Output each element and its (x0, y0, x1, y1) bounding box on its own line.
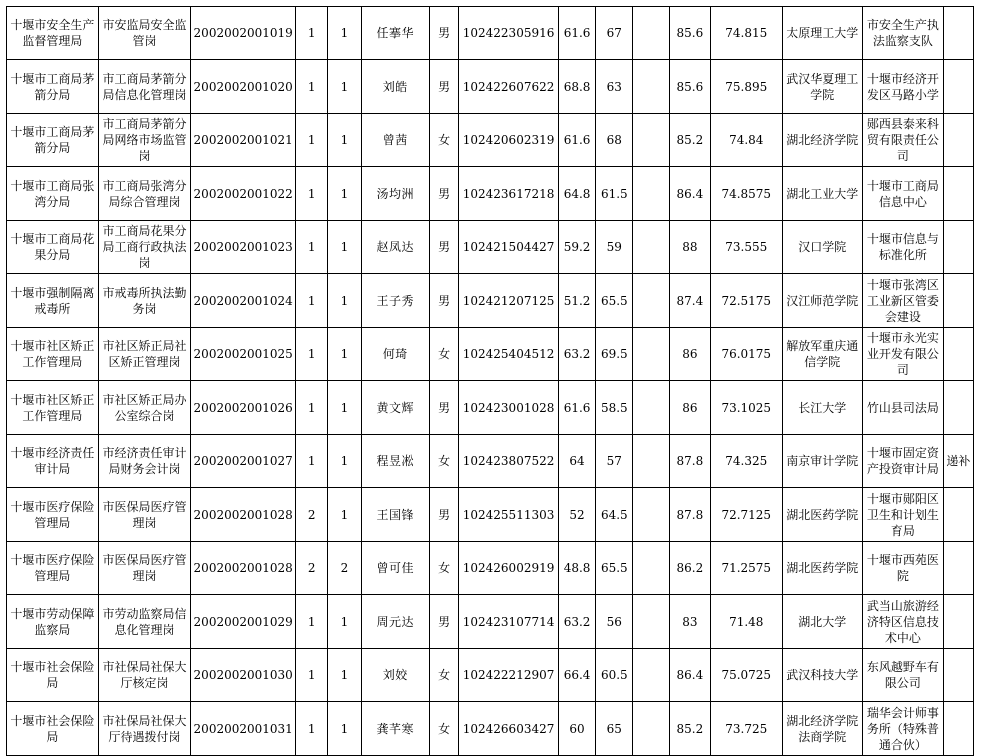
work-unit-text: 十堰市西苑医院 (866, 553, 939, 583)
score-b-cell: 58.5 (596, 381, 633, 435)
table-row (7, 542, 974, 595)
post-cell (98, 488, 191, 542)
gender-cell: 女 (430, 702, 459, 756)
score-a-cell: 59.2 (558, 221, 595, 274)
note-cell (943, 488, 973, 542)
gender-cell: 男 (430, 381, 459, 435)
gender-cell: 男 (430, 221, 459, 274)
school-text: 湖北大学 (798, 614, 847, 629)
post-code-cell: 2002002001027 (191, 435, 296, 488)
table-row (7, 435, 974, 488)
score-a-cell: 68.8 (558, 60, 595, 114)
post-code-cell: 2002002001021 (191, 114, 296, 167)
work-unit-cell (863, 60, 944, 114)
exam-number-cell: 102422212907 (459, 649, 559, 702)
school-text: 湖北经济学院法商学院 (786, 713, 859, 744)
unit-text: 十堰市工商局茅箭分局 (10, 125, 95, 155)
post-text: 市工商局茅箭分局信息化管理岗 (102, 71, 187, 102)
score-c-cell (633, 595, 669, 649)
note-cell (943, 60, 973, 114)
interview-score-cell: 86 (669, 328, 710, 381)
quota-cell: 1 (296, 595, 328, 649)
score-a-cell: 66.4 (558, 649, 595, 702)
total-score-cell: 75.0725 (711, 649, 783, 702)
school-text: 湖北医药学院 (786, 507, 859, 522)
work-unit-text: 十堰市工商局信息中心 (866, 178, 939, 209)
unit-text: 十堰市工商局张湾分局 (10, 178, 95, 209)
candidate-name-cell: 刘皓 (361, 60, 429, 114)
post-text: 市社区矫正局办公室综合岗 (102, 392, 187, 423)
work-unit-cell (863, 542, 944, 595)
table-row (7, 167, 974, 221)
post-cell (98, 649, 191, 702)
quota-cell: 1 (296, 60, 328, 114)
score-c-cell (633, 167, 669, 221)
gender-cell: 男 (430, 7, 459, 60)
interview-score-cell: 88 (669, 221, 710, 274)
post-cell (98, 167, 191, 221)
post-cell (98, 328, 191, 381)
total-score-cell: 71.2575 (711, 542, 783, 595)
interview-score-cell: 86 (669, 381, 710, 435)
candidate-name-cell: 刘姣 (361, 649, 429, 702)
school-cell (782, 542, 863, 595)
exam-number-cell: 102422305916 (459, 7, 559, 60)
work-unit-text: 十堰市永光实业开发有限公司 (866, 331, 939, 377)
interview-score-cell: 85.2 (669, 114, 710, 167)
post-text: 市社保局社保大厅核定岗 (102, 660, 187, 690)
post-code-cell: 2002002001020 (191, 60, 296, 114)
candidate-name-cell: 龚芊寒 (361, 702, 429, 756)
quota-cell: 1 (296, 7, 328, 60)
post-code-cell: 2002002001031 (191, 702, 296, 756)
score-c-cell (633, 435, 669, 488)
unit-cell (7, 7, 99, 60)
rank-cell: 1 (328, 488, 361, 542)
unit-text: 十堰市医疗保险管理局 (10, 553, 95, 583)
school-cell (782, 595, 863, 649)
table-row (7, 328, 974, 381)
total-score-cell: 72.5175 (711, 274, 783, 328)
exam-number-cell: 102425511303 (459, 488, 559, 542)
note-cell (943, 114, 973, 167)
school-text: 汉江师范学院 (786, 293, 859, 308)
results-table (6, 6, 974, 756)
gender-cell: 男 (430, 595, 459, 649)
candidate-name-cell: 汤均洲 (361, 167, 429, 221)
interview-score-cell: 85.2 (669, 702, 710, 756)
unit-cell (7, 167, 99, 221)
exam-number-cell: 102422607622 (459, 60, 559, 114)
unit-text: 十堰市社会保险局 (10, 713, 95, 744)
gender-cell: 男 (430, 274, 459, 328)
exam-number-cell: 102423807522 (459, 435, 559, 488)
note-cell (943, 381, 973, 435)
quota-cell: 1 (296, 167, 328, 221)
candidate-name-cell: 程昱凇 (361, 435, 429, 488)
unit-cell (7, 60, 99, 114)
gender-cell: 女 (430, 435, 459, 488)
unit-text: 十堰市医疗保险管理局 (10, 499, 95, 530)
exam-number-cell: 102423617218 (459, 167, 559, 221)
total-score-cell: 72.7125 (711, 488, 783, 542)
score-b-cell: 57 (596, 435, 633, 488)
post-cell (98, 542, 191, 595)
note-cell (943, 7, 973, 60)
note-cell (943, 167, 973, 221)
total-score-cell: 74.815 (711, 7, 783, 60)
rank-cell: 1 (328, 328, 361, 381)
score-c-cell (633, 221, 669, 274)
rank-cell: 1 (328, 381, 361, 435)
rank-cell: 1 (328, 702, 361, 756)
school-text: 湖北经济学院 (786, 133, 859, 147)
score-b-cell: 56 (596, 595, 633, 649)
unit-text: 十堰市工商局花果分局 (10, 232, 95, 262)
note-cell (943, 702, 973, 756)
rank-cell: 1 (328, 60, 361, 114)
post-cell (98, 274, 191, 328)
quota-cell: 1 (296, 328, 328, 381)
note-cell: 递补 (943, 435, 973, 488)
score-b-cell: 69.5 (596, 328, 633, 381)
interview-score-cell: 85.6 (669, 7, 710, 60)
post-code-cell: 2002002001029 (191, 595, 296, 649)
rank-cell: 1 (328, 595, 361, 649)
post-cell (98, 60, 191, 114)
post-cell (98, 114, 191, 167)
table-row (7, 114, 974, 167)
interview-score-cell: 86.2 (669, 542, 710, 595)
candidate-name-cell: 曾茜 (361, 114, 429, 167)
score-a-cell: 63.2 (558, 595, 595, 649)
rank-cell: 1 (328, 221, 361, 274)
score-c-cell (633, 114, 669, 167)
unit-cell (7, 381, 99, 435)
rank-cell: 1 (328, 7, 361, 60)
post-text: 市劳动监察局信息化管理岗 (102, 606, 187, 637)
unit-cell (7, 542, 99, 595)
exam-number-cell: 102423001028 (459, 381, 559, 435)
total-score-cell: 74.84 (711, 114, 783, 167)
school-cell (782, 114, 863, 167)
gender-cell: 男 (430, 488, 459, 542)
exam-number-cell: 102423107714 (459, 595, 559, 649)
post-text: 市社区矫正局社区矫正管理岗 (102, 339, 187, 369)
score-a-cell: 51.2 (558, 274, 595, 328)
candidate-name-cell: 王子秀 (361, 274, 429, 328)
score-c-cell (633, 60, 669, 114)
school-cell (782, 274, 863, 328)
work-unit-cell (863, 435, 944, 488)
school-cell (782, 702, 863, 756)
work-unit-cell (863, 328, 944, 381)
candidate-name-cell: 赵凤达 (361, 221, 429, 274)
note-cell (943, 542, 973, 595)
post-code-cell: 2002002001023 (191, 221, 296, 274)
post-cell (98, 221, 191, 274)
table-row (7, 381, 974, 435)
table-body (7, 7, 974, 756)
school-cell (782, 649, 863, 702)
quota-cell: 2 (296, 542, 328, 595)
note-cell (943, 221, 973, 274)
post-code-cell: 2002002001019 (191, 7, 296, 60)
score-a-cell: 48.8 (558, 542, 595, 595)
score-a-cell: 61.6 (558, 381, 595, 435)
interview-score-cell: 87.8 (669, 435, 710, 488)
work-unit-text: 瑞华会计师事务所（特殊普通合伙） (866, 705, 939, 752)
school-cell (782, 328, 863, 381)
score-c-cell (633, 702, 669, 756)
score-b-cell: 60.5 (596, 649, 633, 702)
quota-cell: 1 (296, 435, 328, 488)
post-cell (98, 435, 191, 488)
score-a-cell: 60 (558, 702, 595, 756)
school-text: 湖北工业大学 (786, 186, 859, 201)
unit-text: 十堰市社区矫正工作管理局 (10, 392, 95, 423)
score-a-cell: 64 (558, 435, 595, 488)
exam-number-cell: 102420602319 (459, 114, 559, 167)
unit-text: 十堰市经济责任审计局 (10, 446, 95, 476)
interview-score-cell: 85.6 (669, 60, 710, 114)
post-code-cell: 2002002001028 (191, 488, 296, 542)
score-a-cell: 63.2 (558, 328, 595, 381)
unit-cell (7, 274, 99, 328)
school-cell (782, 435, 863, 488)
work-unit-text: 十堰市郧阳区卫生和计划生育局 (866, 491, 939, 538)
post-code-cell: 2002002001022 (191, 167, 296, 221)
work-unit-text: 郧西县泰来科贸有限责任公司 (866, 117, 939, 163)
rank-cell: 1 (328, 274, 361, 328)
post-code-cell: 2002002001030 (191, 649, 296, 702)
post-cell (98, 595, 191, 649)
interview-score-cell: 83 (669, 595, 710, 649)
score-a-cell: 61.6 (558, 114, 595, 167)
gender-cell: 女 (430, 114, 459, 167)
school-text: 南京审计学院 (786, 454, 859, 468)
rank-cell: 1 (328, 114, 361, 167)
work-unit-text: 竹山县司法局 (866, 400, 939, 415)
work-unit-cell (863, 488, 944, 542)
candidate-name-cell: 任搴华 (361, 7, 429, 60)
school-cell (782, 221, 863, 274)
score-b-cell: 67 (596, 7, 633, 60)
school-text: 湖北医药学院 (786, 561, 859, 575)
total-score-cell: 74.8575 (711, 167, 783, 221)
work-unit-cell (863, 381, 944, 435)
unit-text: 十堰市强制隔离戒毒所 (10, 285, 95, 316)
post-text: 市工商局张湾分局综合管理岗 (102, 178, 187, 209)
rank-cell: 1 (328, 167, 361, 221)
work-unit-cell (863, 221, 944, 274)
work-unit-cell (863, 649, 944, 702)
gender-cell: 女 (430, 649, 459, 702)
work-unit-text: 武当山旅游经济特区信息技术中心 (866, 598, 939, 645)
gender-cell: 男 (430, 167, 459, 221)
score-c-cell (633, 381, 669, 435)
table-row (7, 649, 974, 702)
unit-cell (7, 702, 99, 756)
score-b-cell: 65.5 (596, 274, 633, 328)
quota-cell: 1 (296, 221, 328, 274)
total-score-cell: 74.325 (711, 435, 783, 488)
post-text: 市安监局安全监管岗 (102, 18, 187, 48)
gender-cell: 女 (430, 542, 459, 595)
score-a-cell: 52 (558, 488, 595, 542)
note-cell (943, 328, 973, 381)
exam-number-cell: 102425404512 (459, 328, 559, 381)
score-c-cell (633, 488, 669, 542)
post-text: 市社保局社保大厅待遇拨付岗 (102, 713, 187, 744)
work-unit-text: 十堰市信息与标准化所 (866, 232, 939, 262)
post-cell (98, 381, 191, 435)
quota-cell: 1 (296, 274, 328, 328)
post-text: 市医保局医疗管理岗 (102, 553, 187, 583)
school-cell (782, 60, 863, 114)
post-text: 市工商局茅箭分局网络市场监管岗 (102, 117, 187, 163)
work-unit-text: 东风越野车有限公司 (866, 660, 939, 690)
candidate-name-cell: 曾可佳 (361, 542, 429, 595)
score-c-cell (633, 542, 669, 595)
candidate-name-cell: 王国锋 (361, 488, 429, 542)
note-cell (943, 274, 973, 328)
score-b-cell: 59 (596, 221, 633, 274)
school-text: 太原理工大学 (786, 26, 859, 40)
work-unit-text: 十堰市固定资产投资审计局 (866, 446, 939, 476)
score-a-cell: 61.6 (558, 7, 595, 60)
score-a-cell: 64.8 (558, 167, 595, 221)
score-c-cell (633, 7, 669, 60)
interview-score-cell: 86.4 (669, 167, 710, 221)
score-b-cell: 65 (596, 702, 633, 756)
unit-cell (7, 114, 99, 167)
table-row (7, 221, 974, 274)
note-cell (943, 595, 973, 649)
note-cell (943, 649, 973, 702)
score-c-cell (633, 649, 669, 702)
post-cell (98, 7, 191, 60)
exam-number-cell: 102421207125 (459, 274, 559, 328)
school-text: 武汉华夏理工学院 (786, 71, 859, 102)
unit-cell (7, 328, 99, 381)
work-unit-cell (863, 167, 944, 221)
rank-cell: 2 (328, 542, 361, 595)
interview-score-cell: 87.4 (669, 274, 710, 328)
unit-cell (7, 595, 99, 649)
exam-number-cell: 102426002919 (459, 542, 559, 595)
post-code-cell: 2002002001028 (191, 542, 296, 595)
work-unit-text: 市安全生产执法监察支队 (866, 18, 939, 48)
post-code-cell: 2002002001026 (191, 381, 296, 435)
candidate-name-cell: 何琦 (361, 328, 429, 381)
score-b-cell: 68 (596, 114, 633, 167)
exam-number-cell: 102426603427 (459, 702, 559, 756)
unit-text: 十堰市社区矫正工作管理局 (10, 339, 95, 369)
candidate-name-cell: 周元达 (361, 595, 429, 649)
table-row (7, 488, 974, 542)
work-unit-text: 十堰市经济开发区马路小学 (866, 71, 939, 102)
work-unit-cell (863, 274, 944, 328)
school-cell (782, 488, 863, 542)
gender-cell: 女 (430, 328, 459, 381)
unit-cell (7, 435, 99, 488)
score-c-cell (633, 328, 669, 381)
quota-cell: 2 (296, 488, 328, 542)
school-cell (782, 381, 863, 435)
school-cell (782, 167, 863, 221)
score-b-cell: 65.5 (596, 542, 633, 595)
table-row (7, 595, 974, 649)
post-text: 市经济责任审计局财务会计岗 (102, 446, 187, 476)
gender-cell: 男 (430, 60, 459, 114)
score-b-cell: 64.5 (596, 488, 633, 542)
exam-number-cell: 102421504427 (459, 221, 559, 274)
post-text: 市医保局医疗管理岗 (102, 499, 187, 530)
unit-cell (7, 221, 99, 274)
post-text: 市戒毒所执法勤务岗 (102, 285, 187, 316)
interview-score-cell: 87.8 (669, 488, 710, 542)
total-score-cell: 73.555 (711, 221, 783, 274)
score-b-cell: 63 (596, 60, 633, 114)
unit-text: 十堰市安全生产监督管理局 (10, 18, 95, 48)
quota-cell: 1 (296, 702, 328, 756)
work-unit-cell (863, 702, 944, 756)
unit-text: 十堰市社会保险局 (10, 660, 95, 690)
post-code-cell: 2002002001024 (191, 274, 296, 328)
school-cell (782, 7, 863, 60)
rank-cell: 1 (328, 435, 361, 488)
interview-score-cell: 86.4 (669, 649, 710, 702)
total-score-cell: 73.725 (711, 702, 783, 756)
work-unit-cell (863, 7, 944, 60)
candidate-name-cell: 黄文辉 (361, 381, 429, 435)
unit-cell (7, 649, 99, 702)
table-row (7, 702, 974, 756)
school-text: 解放军重庆通信学院 (786, 339, 859, 369)
school-text: 武汉科技大学 (786, 668, 859, 682)
table-row (7, 7, 974, 60)
table-row (7, 60, 974, 114)
post-cell (98, 702, 191, 756)
quota-cell: 1 (296, 649, 328, 702)
post-code-cell: 2002002001025 (191, 328, 296, 381)
total-score-cell: 73.1025 (711, 381, 783, 435)
total-score-cell: 71.48 (711, 595, 783, 649)
score-b-cell: 61.5 (596, 167, 633, 221)
school-text: 长江大学 (798, 400, 847, 415)
unit-text: 十堰市劳动保障监察局 (10, 606, 95, 637)
unit-cell (7, 488, 99, 542)
work-unit-cell (863, 595, 944, 649)
total-score-cell: 75.895 (711, 60, 783, 114)
unit-text: 十堰市工商局茅箭分局 (10, 71, 95, 102)
total-score-cell: 76.0175 (711, 328, 783, 381)
post-text: 市工商局花果分局工商行政执法岗 (102, 224, 187, 270)
quota-cell: 1 (296, 114, 328, 167)
quota-cell: 1 (296, 381, 328, 435)
score-c-cell (633, 274, 669, 328)
rank-cell: 1 (328, 649, 361, 702)
school-text: 汉口学院 (798, 240, 847, 254)
work-unit-text: 十堰市张湾区工业新区管委会建设 (866, 277, 939, 324)
table-row (7, 274, 974, 328)
work-unit-cell (863, 114, 944, 167)
